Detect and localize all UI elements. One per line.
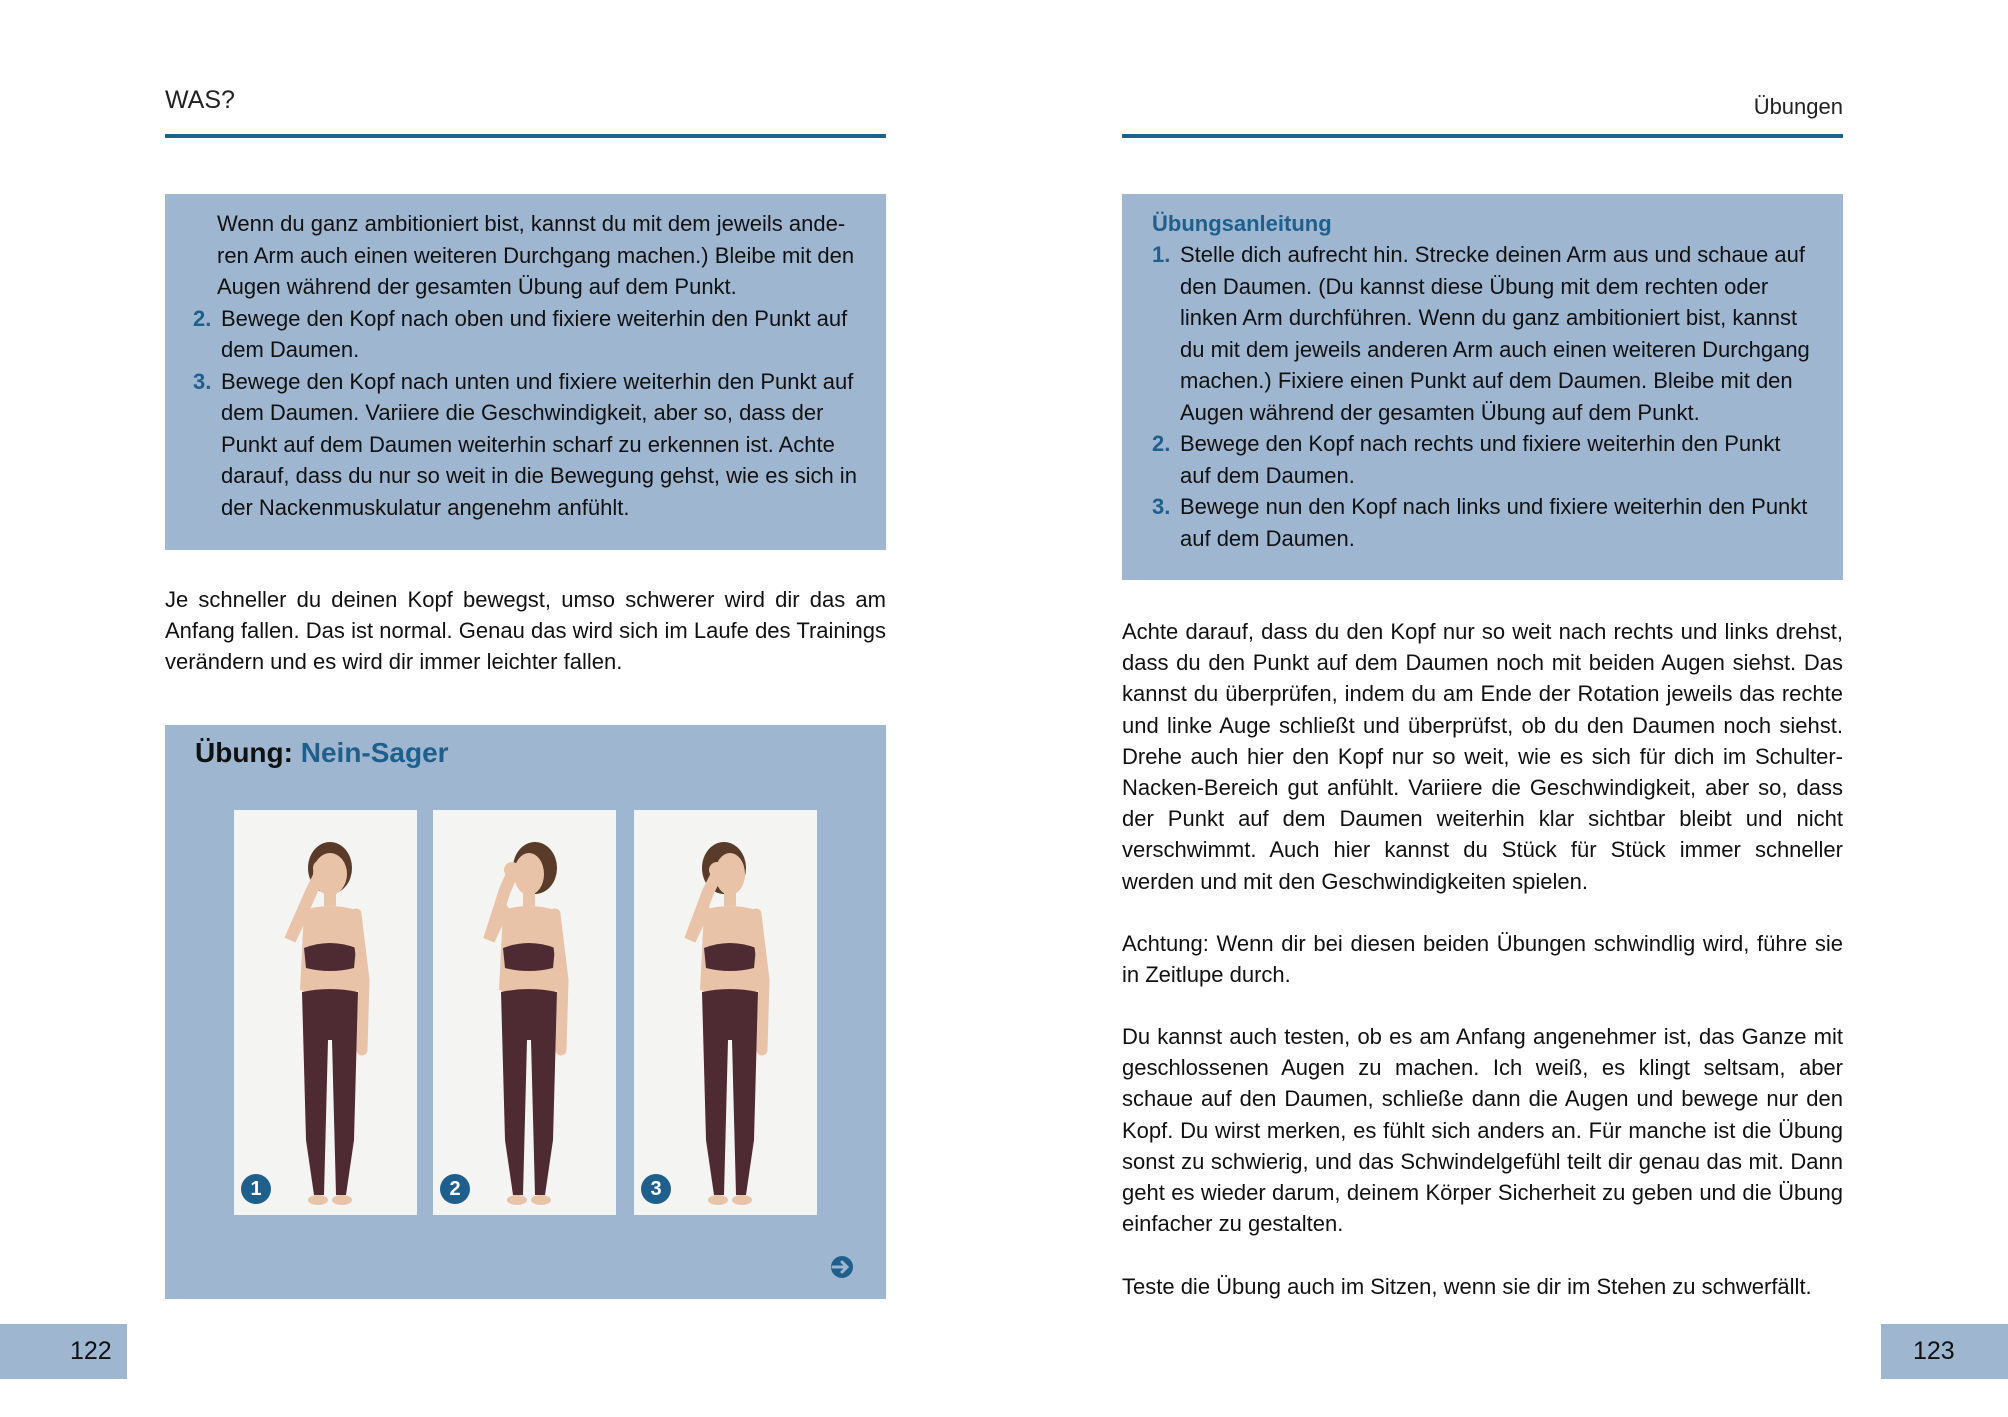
body-paragraph-1: Achte darauf, dass du den Kopf nur so weit nach rechts und links drehst, dass du den Punkt auf dem Daumen noch mit beiden Augen siehst. Das kannst du überprüfen, indem du am Ende der Rotation jeweils das rechte und linke Auge schließt und überprüfst, ob du den Daumen noch siehst. Drehe auch hier den Kopf nur so weit, wie es sich für dich im Schulter-Nacken-Bereich gut anfühlt. Variiere die Geschwindigkeit, aber so, dass der Punkt auf dem Daumen weiterhin klar sichtbar bleibt und nicht verschwimmt. Auch hier kannst du Stück für Stück immer schneller werden und mit den Geschwindigkeiten spielen. [1122,619,1843,894]
step-number: 3. [193,368,212,394]
step-text: Bewege den Kopf nach rechts und fixiere weiterhin den Punkt auf dem Daumen. [1180,431,1781,488]
body-paragraph-4: Teste die Übung auch im Sitzen, wenn sie dir im Stehen zu schwerfällt. [1122,1274,1812,1299]
step-badge: 1 [241,1174,271,1204]
step-text: Bewege nun den Kopf nach links und fixiere weiterhin den Punkt auf dem Daumen. [1180,494,1808,551]
step-number: 2. [193,305,212,331]
instruction-step [1152,491,1815,554]
instruction-step [193,303,858,366]
person-figure [634,810,817,1215]
instruction-step [1152,239,1815,428]
instruction-steps [1152,239,1815,554]
running-head-left: WAS? [165,86,235,114]
exercise-photo-3 [634,810,817,1215]
body-paragraph-2: Achtung: Wenn dir bei diesen beiden Übungen schwindlig wird, führe sie in Zeitlupe durch. [1122,931,1843,988]
instruction-heading: Übungsanleitung [1152,211,1332,236]
person-figure [234,810,417,1215]
page-number-right: 123 [1881,1324,2008,1379]
step-number: 3. [1152,494,1171,519]
header-rule-right [1122,134,1843,138]
running-head-right: Übungen [1753,94,1843,119]
exercise-name: Nein-Sager [300,737,449,768]
step-text: Bewege den Kopf nach oben und fixiere weiterhin den Punkt auf dem Daumen. [221,305,848,362]
instruction-box [1122,194,1843,580]
exercise-photo-1 [234,810,417,1215]
step-number: 1. [1152,242,1171,267]
person-figure [433,810,616,1215]
arrow-right-circle-icon [830,1255,854,1279]
page-number-left: 122 [0,1324,127,1379]
step-text: Stelle dich aufrecht hin. Strecke deinen Arm aus und schaue auf den Daumen. (Du kannst diese Übung mit dem rechten oder linken Arm durchführen. Wenn du ganz ambitioniert bist, kannst du mit dem jeweils anderen Arm auch einen weiteren Durchgang machen.) Fixiere einen Punkt auf dem Daumen. Bleibe mit den Augen während der gesamten Übung auf dem Punkt. [1180,242,1810,425]
exercise-box [165,725,886,1299]
step-badge: 3 [641,1174,671,1204]
header-rule-left [165,134,886,138]
exercise-title [195,737,449,769]
step-number: 2. [1152,431,1171,456]
exercise-photo-2 [433,810,616,1215]
step-text: Bewege den Kopf nach unten und fixiere weiterhin den Punkt auf dem Daumen. Variiere die Geschwindigkeit, aber so, dass der Punkt auf dem Daumen weiterhin scharf zu erkennen ist. Achte darauf, dass du nur so weit in die Bewegung gehst, wie es sich in der Nackenmuskulatur angenehm anfühlt. [221,368,857,520]
instruction-steps [193,303,858,524]
exercise-label: Übung: [195,737,293,768]
instruction-box-continued [165,194,886,550]
body-paragraph-3: Du kannst auch testen, ob es am Anfang angenehmer ist, das Ganze mit geschlossenen Augen zu machen. Ich weiß, es klingt seltsam, aber schaue auf den Daumen, schließe dann die Augen und bewege nur den Kopf. Du wirst merken, es fühlt sich anders an. Für manche ist die Übung sonst zu schwierig, und das Schwindelgefühl teilt dir genau das mit. Dann geht es wieder darum, deinem Körper Sicherheit zu geben und die Übung einfacher zu gestalten. [1122,1024,1843,1237]
instruction-step [1152,428,1815,491]
body-paragraph-left: Je schneller du deinen Kopf bewegst, umso schwerer wird dir das am Anfang fallen. Das ist normal. Genau das wird sich im Laufe des Trainings verändern und es wird dir immer leichter fallen. [165,587,886,675]
instruction-step [193,366,858,524]
step-badge: 2 [440,1174,470,1204]
instruction-continuation: Wenn du ganz ambitioniert bist, kannst du mit dem jeweils ande-ren Arm auch einen weiteren Durchgang machen.) Bleibe mit den Augen während der gesamten Übung auf dem Punkt. [217,211,855,299]
